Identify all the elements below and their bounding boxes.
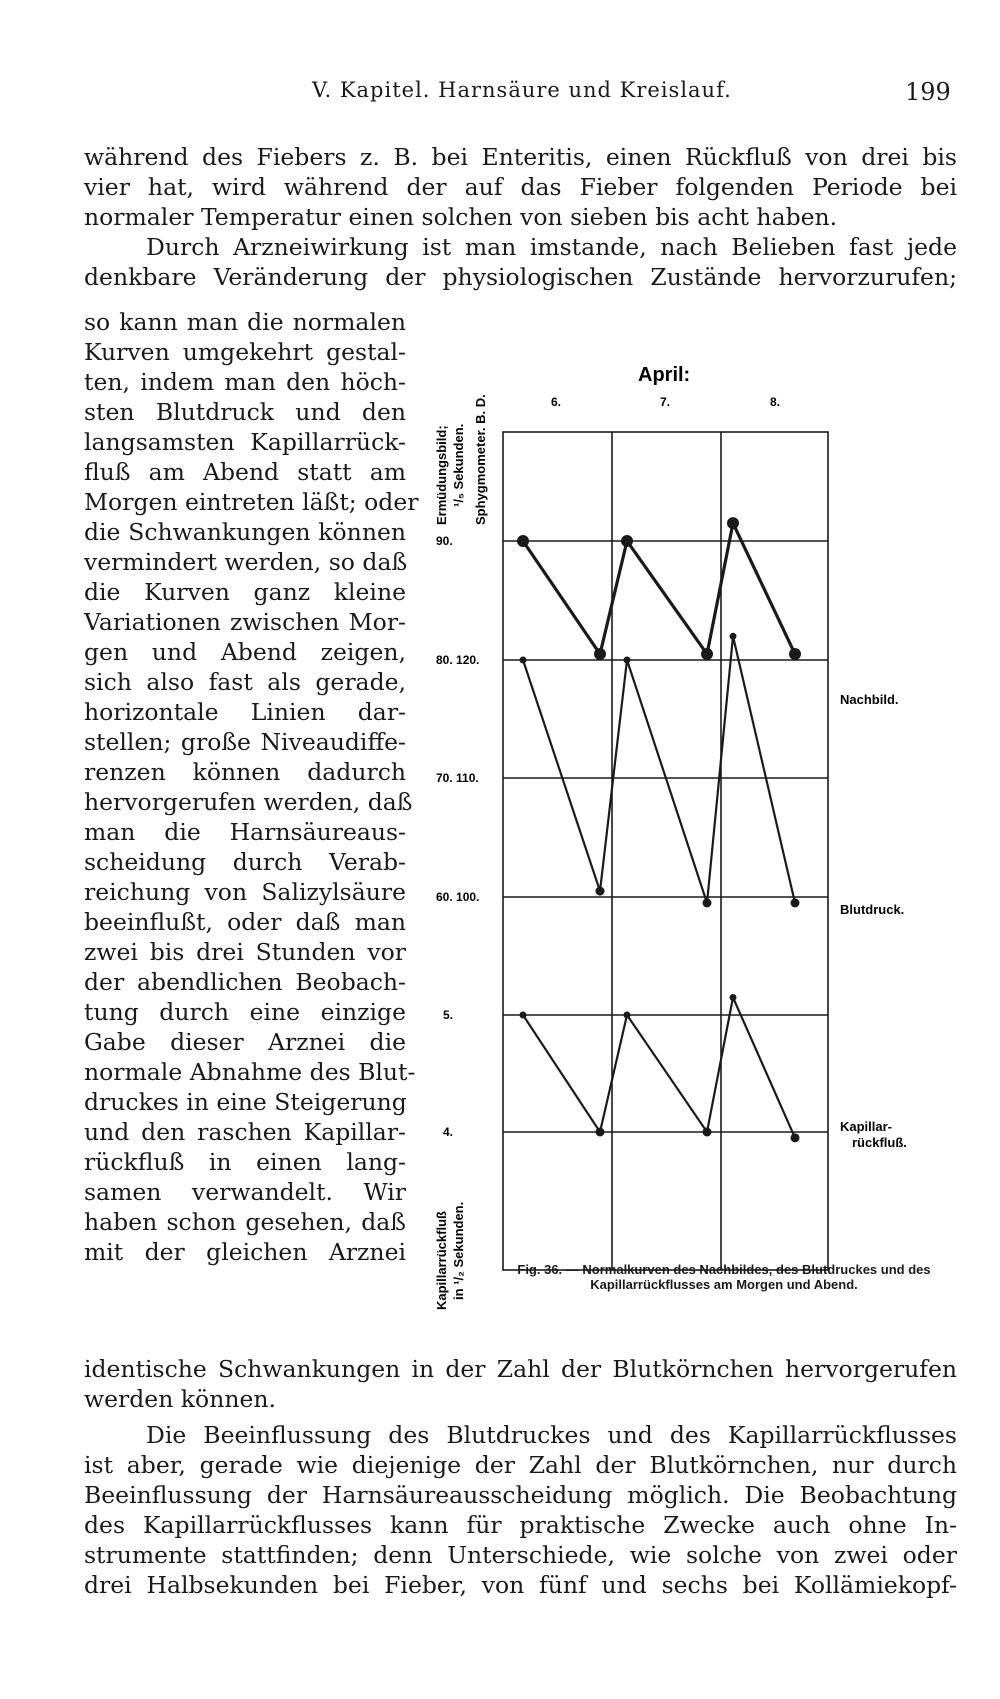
chart-border [503, 432, 828, 1270]
text-side-line: mit der gleichen Arznei [84, 1238, 406, 1266]
text-side-line: hervorgerufen werden, daß [84, 788, 413, 816]
text-bottom-line: Die Beeinflussung des Blutdruckes und des Kapillarrückflusses [146, 1421, 957, 1449]
series-label-kapillar [840, 1119, 907, 1150]
y-tick-60-100: 60. 100. [436, 890, 480, 904]
x-group-label-7: 7. [660, 395, 671, 409]
data-point-s1-5 [727, 517, 739, 529]
text-side-line: sten Blutdruck und den [84, 398, 406, 426]
series-label-kapillar-line2: rückfluß. [852, 1135, 907, 1150]
text-side-line: man die Harnsäureaus- [84, 818, 406, 846]
axis-label-kapillarrueckfluss: Kapillarrückfluß [434, 1211, 449, 1310]
text-bottom-line: strumente stattfinden; denn Unterschiede, wie solche von zwei oder [84, 1541, 957, 1569]
text-side-line: haben schon gesehen, daß [84, 1208, 406, 1236]
series-label-blutdruck: Blutdruck. [840, 902, 905, 917]
text-side-line: Kurven umgekehrt gestal- [84, 338, 406, 366]
text-side-line: reichung von Salizylsäure [84, 878, 406, 906]
text-bottom-line: ist aber, gerade wie diejenige der Zahl der Blutkörnchen, nur durch [84, 1451, 957, 1479]
data-point-s3-2 [596, 1128, 605, 1137]
data-point-s2-5 [730, 633, 737, 640]
text-side-line: Gabe dieser Arznei die [84, 1028, 406, 1056]
y-tick-90: 90. [436, 534, 453, 548]
text-side-line: so kann man die normalen [84, 308, 406, 336]
x-group-label-6: 6. [551, 395, 562, 409]
data-point-s1-2 [594, 648, 606, 660]
month-label: April: [638, 364, 691, 386]
text-side-line: renzen können dadurch [84, 758, 406, 786]
data-point-s1-4 [701, 648, 713, 660]
text-bottom-line: drei Halbsekunden bei Fieber, von fünf und sechs bei Kollämiekopf- [84, 1571, 957, 1599]
series-line-2 [523, 636, 795, 903]
text-bottom-line: identische Schwankungen in der Zahl der Blutkörnchen hervorgerufen [84, 1355, 957, 1383]
text-bottom-line: Beeinflussung der Harnsäureausscheidung möglich. Die Beobachtung [84, 1481, 957, 1509]
text-side-line: beeinflußt, oder daß man [84, 908, 406, 936]
data-point-s1-1 [517, 535, 529, 547]
text-side-line: stellen; große Niveaudiffe- [84, 728, 406, 756]
text-bottom-line: werden können. [84, 1385, 276, 1413]
y-tick-70-110: 70. 110. [436, 771, 479, 785]
data-point-s2-2 [596, 887, 605, 896]
data-point-s3-3 [624, 1012, 631, 1019]
x-group-label-8: 8. [770, 395, 781, 409]
text-top-line: Durch Arzneiwirkung ist man imstande, nach Belieben fast jede [146, 233, 957, 261]
data-point-s3-6 [791, 1133, 800, 1142]
chart-frame [503, 432, 828, 1270]
text-side-line: horizontale Linien dar- [84, 698, 406, 726]
series-line-1 [523, 523, 795, 654]
text-side-line: druckes in eine Steigerung [84, 1088, 407, 1116]
text-bottom-line: des Kapillarrückflusses kann für praktische Zwecke auch ohne In- [84, 1511, 957, 1539]
series-line-3 [523, 997, 795, 1137]
data-point-s2-4 [703, 898, 712, 907]
axis-label-fifth-seconds: ¹/₅ Sekunden. [451, 423, 466, 507]
text-side-line: die Schwankungen können [84, 518, 406, 546]
text-top-line: während des Fiebers z. B. bei Enteritis, einen Rückfluß von drei bis [84, 143, 957, 171]
text-side-line: zwei bis drei Stunden vor [84, 938, 406, 966]
text-side-line: gen und Abend zeigen, [84, 638, 406, 666]
text-side-line: die Kurven ganz kleine [84, 578, 406, 606]
data-point-s3-4 [703, 1128, 712, 1137]
data-point-s3-1 [520, 1012, 527, 1019]
page-number: 199 [905, 78, 951, 106]
series-label-nachbild: Nachbild. [840, 692, 899, 707]
text-top-line: denkbare Veränderung der physiologischen Zustände hervorzurufen; [84, 263, 957, 291]
y-tick-80-120: 80. 120. [436, 653, 480, 667]
text-side-line: samen verwandelt. Wir [84, 1178, 406, 1206]
text-side-line: der abendlichen Beobach- [84, 968, 406, 996]
y-tick-4: 4. [443, 1125, 454, 1139]
text-side-line: tung durch eine einzige [84, 998, 406, 1026]
text-side-line: und den raschen Kapillar- [84, 1118, 406, 1146]
axis-label-half-seconds: in ¹/₂ Sekunden. [451, 1201, 466, 1300]
axis-label-sphygmometer: Sphygmometer. B. D. [473, 394, 488, 525]
text-side-line: Morgen eintreten läßt; oder [84, 488, 419, 516]
data-point-s2-3 [624, 657, 631, 664]
text-side-line: fluß am Abend statt am [84, 458, 406, 486]
text-top-line: vier hat, wird während der auf das Fieber folgenden Periode bei [84, 173, 957, 201]
series-label-kapillar-line1: Kapillar- [840, 1119, 893, 1134]
data-point-s3-5 [730, 994, 737, 1001]
text-side-line: rückfluß in einen lang- [84, 1148, 406, 1176]
data-point-s1-3 [621, 535, 633, 547]
data-point-s2-6 [791, 898, 800, 907]
data-point-s2-1 [520, 657, 527, 664]
text-side-line: normale Abnahme des Blut- [84, 1058, 416, 1086]
figure-caption: Fig. 36. — Normalkurven des Nachbildes, des Blutdruckes und des Kapillarrückflusses am Morgen und Abend. [517, 1262, 931, 1292]
text-side-line: scheidung durch Verab- [84, 848, 406, 876]
text-side-line: langsamsten Kapillarrück- [84, 428, 406, 456]
data-point-s1-6 [789, 648, 801, 660]
running-title: V. Kapitel. Harnsäure und Kreislauf. [312, 78, 732, 102]
text-top-line: normaler Temperatur einen solchen von sieben bis acht haben. [84, 203, 838, 231]
y-tick-5: 5. [443, 1008, 454, 1022]
axis-label-ermuedungsbild: Ermüdungsbild; [434, 425, 449, 525]
text-side-line: Variationen zwischen Mor- [84, 608, 406, 636]
text-side-line: ten, indem man den höch- [84, 368, 406, 396]
text-side-line: vermindert werden, so daß [84, 548, 408, 576]
text-side-line: sich also fast als gerade, [84, 668, 406, 696]
